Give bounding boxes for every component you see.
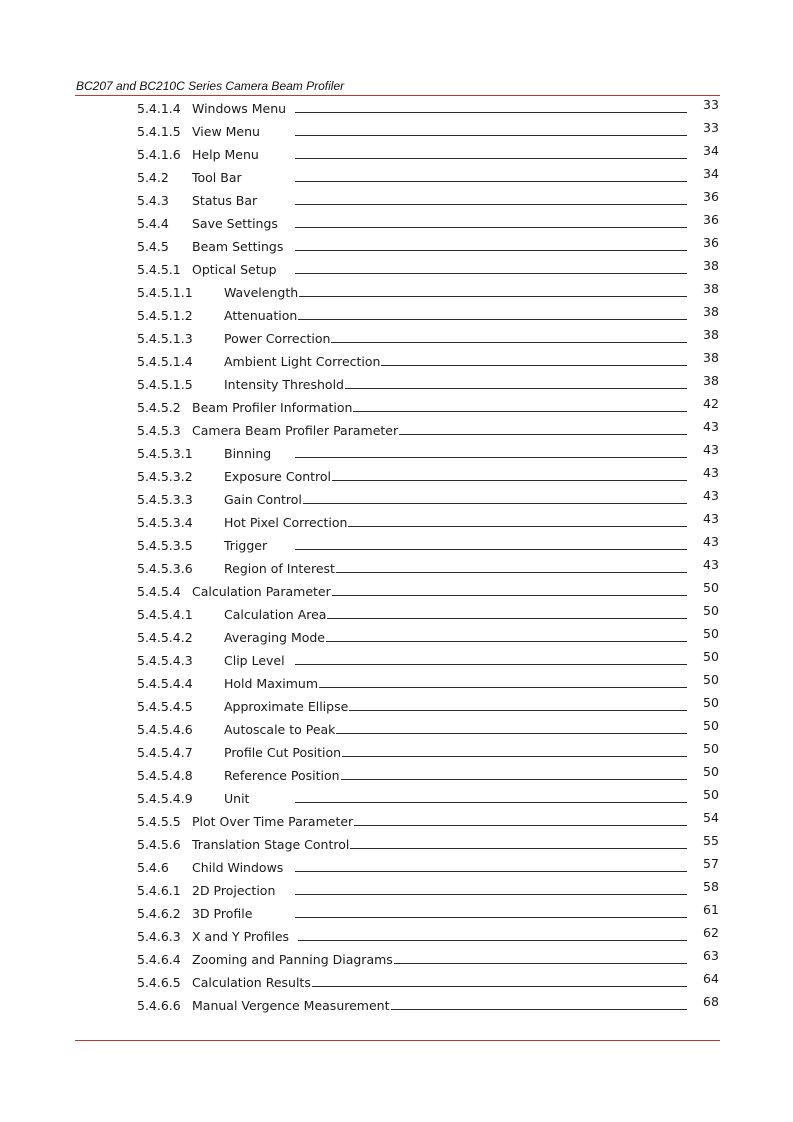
toc-entry[interactable] xyxy=(0,304,793,327)
toc-leader-line xyxy=(312,986,687,987)
toc-entry[interactable] xyxy=(0,396,793,419)
toc-entry-title: Trigger xyxy=(224,534,268,557)
toc-leader-line xyxy=(295,894,687,895)
toc-entry[interactable] xyxy=(0,143,793,166)
toc-entry-page: 38 xyxy=(703,304,719,319)
toc-leader-line xyxy=(399,434,687,435)
toc-leader-line xyxy=(331,342,687,343)
toc-entry-number: 5.4.6.2 xyxy=(137,906,181,921)
toc-entry-title: Optical Setup xyxy=(192,258,278,281)
toc-entry-title: Manual Vergence Measurement xyxy=(192,994,391,1017)
toc-leader-line xyxy=(336,572,687,573)
toc-leader-line xyxy=(295,802,687,803)
toc-leader-line xyxy=(295,135,687,136)
running-header: BC207 and BC210C Series Camera Beam Profiler xyxy=(76,79,345,93)
toc-entry-title: View Menu xyxy=(192,120,261,143)
toc-entry-number: 5.4.5.4 xyxy=(137,584,181,599)
toc-entry-number: 5.4.1.4 xyxy=(137,101,181,116)
toc-entry[interactable] xyxy=(0,833,793,856)
toc-entry-title: Status Bar xyxy=(192,189,258,212)
toc-entry-title: Hold Maximum xyxy=(224,672,319,695)
toc-entry-title: Power Correction xyxy=(224,327,331,350)
toc-entry-title: Calculation Area xyxy=(224,603,327,626)
toc-entry-page: 50 xyxy=(703,649,719,664)
toc-entry-title: Wavelength xyxy=(224,281,299,304)
toc-entry-page: 58 xyxy=(703,879,719,894)
toc-leader-line xyxy=(349,710,687,711)
toc-entry[interactable] xyxy=(0,626,793,649)
toc-entry-page: 57 xyxy=(703,856,719,871)
toc-leader-line xyxy=(354,825,687,826)
toc-entry-number: 5.4.6.4 xyxy=(137,952,181,967)
toc-entry-title: Hot Pixel Correction xyxy=(224,511,348,534)
toc-entry-title: Child Windows xyxy=(192,856,284,879)
toc-leader-line xyxy=(298,319,687,320)
toc-leader-line xyxy=(394,963,687,964)
toc-entry-number: 5.4.5.2 xyxy=(137,400,181,415)
toc-entry[interactable] xyxy=(0,97,793,120)
toc-entry[interactable] xyxy=(0,879,793,902)
toc-entry-page: 43 xyxy=(703,465,719,480)
toc-leader-line xyxy=(332,480,687,481)
toc-leader-line xyxy=(319,687,687,688)
toc-entry-page: 50 xyxy=(703,741,719,756)
toc-entry-number: 5.4.5.3.3 xyxy=(137,492,193,507)
toc-entry-number: 5.4.5.1.2 xyxy=(137,308,193,323)
toc-entry-number: 5.4.1.6 xyxy=(137,147,181,162)
header-divider xyxy=(75,95,720,96)
toc-entry-number: 5.4.5 xyxy=(137,239,169,254)
toc-entry-title: Gain Control xyxy=(224,488,303,511)
toc-entry-page: 33 xyxy=(703,120,719,135)
toc-entry-title: Calculation Parameter xyxy=(192,580,332,603)
toc-entry-page: 63 xyxy=(703,948,719,963)
toc-leader-line xyxy=(303,503,687,504)
toc-entry-page: 33 xyxy=(703,97,719,112)
toc-entry-page: 36 xyxy=(703,212,719,227)
toc-entry-page: 64 xyxy=(703,971,719,986)
toc-entry-number: 5.4.5.4.2 xyxy=(137,630,193,645)
toc-entry-title: Attenuation xyxy=(224,304,298,327)
toc-entry-title: Approximate Ellipse xyxy=(224,695,349,718)
toc-entry-number: 5.4.5.4.8 xyxy=(137,768,193,783)
toc-leader-line xyxy=(295,227,687,228)
toc-entry-page: 38 xyxy=(703,258,719,273)
toc-entry-title: Ambient Light Correction xyxy=(224,350,381,373)
toc-entry-title: Profile Cut Position xyxy=(224,741,342,764)
toc-entry[interactable] xyxy=(0,258,793,281)
toc-entry-number: 5.4.1.5 xyxy=(137,124,181,139)
toc-entry[interactable] xyxy=(0,235,793,258)
toc-entry-title: Translation Stage Control xyxy=(192,833,350,856)
toc-leader-line xyxy=(295,112,687,113)
toc-entry-number: 5.4.5.6 xyxy=(137,837,181,852)
toc-entry[interactable] xyxy=(0,557,793,580)
toc-entry-page: 50 xyxy=(703,626,719,641)
toc-entry-page: 34 xyxy=(703,166,719,181)
toc-entry-number: 5.4.6.5 xyxy=(137,975,181,990)
toc-leader-line xyxy=(353,411,687,412)
toc-leader-line xyxy=(350,848,687,849)
toc-entry-page: 50 xyxy=(703,603,719,618)
toc-entry-number: 5.4.5.4.3 xyxy=(137,653,193,668)
toc-entry-page: 38 xyxy=(703,281,719,296)
toc-leader-line xyxy=(298,940,687,941)
toc-leader-line xyxy=(342,756,687,757)
toc-entry-page: 61 xyxy=(703,902,719,917)
toc-entry[interactable] xyxy=(0,281,793,304)
toc-entry-number: 5.4.5.4.6 xyxy=(137,722,193,737)
toc-entry[interactable] xyxy=(0,373,793,396)
toc-entry-number: 5.4.5.4.4 xyxy=(137,676,193,691)
toc-entry[interactable] xyxy=(0,511,793,534)
toc-entry[interactable] xyxy=(0,534,793,557)
toc-entry-number: 5.4.5.3.6 xyxy=(137,561,193,576)
toc-leader-line xyxy=(299,296,687,297)
toc-entry-page: 55 xyxy=(703,833,719,848)
toc-entry-title: 2D Projection xyxy=(192,879,276,902)
toc-leader-line xyxy=(327,618,687,619)
toc-leader-line xyxy=(295,273,687,274)
toc-entry-page: 50 xyxy=(703,787,719,802)
toc-entry-number: 5.4.5.4.7 xyxy=(137,745,193,760)
toc-leader-line xyxy=(295,158,687,159)
toc-entry[interactable] xyxy=(0,994,793,1017)
toc-entry[interactable] xyxy=(0,120,793,143)
toc-entry[interactable] xyxy=(0,948,793,971)
toc-entry-number: 5.4.5.4.5 xyxy=(137,699,193,714)
toc-entry[interactable] xyxy=(0,672,793,695)
toc-entry-title: Camera Beam Profiler Parameter xyxy=(192,419,399,442)
toc-leader-line xyxy=(348,526,687,527)
toc-leader-line xyxy=(381,365,687,366)
toc-leader-line xyxy=(295,250,687,251)
toc-entry-title: Beam Settings xyxy=(192,235,284,258)
toc-entry-page: 43 xyxy=(703,442,719,457)
toc-entry[interactable] xyxy=(0,695,793,718)
toc-entry-number: 5.4.5.3.4 xyxy=(137,515,193,530)
toc-entry[interactable] xyxy=(0,488,793,511)
toc-leader-line xyxy=(295,871,687,872)
toc-leader-line xyxy=(345,388,687,389)
toc-entry-title: Autoscale to Peak xyxy=(224,718,336,741)
toc-entry[interactable] xyxy=(0,212,793,235)
toc-entry-page: 43 xyxy=(703,511,719,526)
toc-entry[interactable] xyxy=(0,925,793,948)
toc-entry[interactable] xyxy=(0,902,793,925)
toc-entry-title: 3D Profile xyxy=(192,902,253,925)
toc-entry-page: 43 xyxy=(703,488,719,503)
toc-entry-title: Binning xyxy=(224,442,272,465)
toc-entry-page: 43 xyxy=(703,419,719,434)
toc-entry-page: 34 xyxy=(703,143,719,158)
toc-entry[interactable] xyxy=(0,787,793,810)
toc-entry-number: 5.4.6.1 xyxy=(137,883,181,898)
toc-leader-line xyxy=(336,733,687,734)
toc-leader-line xyxy=(332,595,687,596)
toc-entry-title: Plot Over Time Parameter xyxy=(192,810,354,833)
toc-entry-page: 68 xyxy=(703,994,719,1009)
toc-entry[interactable] xyxy=(0,419,793,442)
toc-entry-number: 5.4.5.5 xyxy=(137,814,181,829)
toc-entry-page: 62 xyxy=(703,925,719,940)
toc-entry-number: 5.4.4 xyxy=(137,216,169,231)
toc-entry-title: Calculation Results xyxy=(192,971,312,994)
toc-entry-page: 38 xyxy=(703,373,719,388)
toc-entry[interactable] xyxy=(0,580,793,603)
toc-entry-title: Intensity Threshold xyxy=(224,373,345,396)
toc-entry[interactable] xyxy=(0,166,793,189)
toc-entry-number: 5.4.6.6 xyxy=(137,998,181,1013)
toc-entry-number: 5.4.5.1 xyxy=(137,262,181,277)
toc-entry-page: 36 xyxy=(703,235,719,250)
toc-entry[interactable] xyxy=(0,603,793,626)
toc-entry-title: Beam Profiler Information xyxy=(192,396,353,419)
toc-entry[interactable] xyxy=(0,465,793,488)
footer-divider xyxy=(75,1040,720,1041)
toc-entry-page: 54 xyxy=(703,810,719,825)
toc-entry-number: 5.4.6 xyxy=(137,860,169,875)
toc-entry-number: 5.4.5.1.4 xyxy=(137,354,193,369)
toc-entry-number: 5.4.5.3.5 xyxy=(137,538,193,553)
toc-entry-number: 5.4.5.1.5 xyxy=(137,377,193,392)
toc-entry-title: Save Settings xyxy=(192,212,279,235)
toc-entry[interactable] xyxy=(0,764,793,787)
toc-leader-line xyxy=(295,457,687,458)
toc-entry[interactable] xyxy=(0,327,793,350)
toc-entry[interactable] xyxy=(0,856,793,879)
toc-entry-title: Region of Interest xyxy=(224,557,336,580)
toc-entry[interactable] xyxy=(0,971,793,994)
toc-entry-page: 43 xyxy=(703,534,719,549)
toc-entry-page: 50 xyxy=(703,718,719,733)
toc-entry[interactable] xyxy=(0,189,793,212)
toc-entry-title: Zooming and Panning Diagrams xyxy=(192,948,394,971)
toc-leader-line xyxy=(295,181,687,182)
toc-entry-number: 5.4.5.1.3 xyxy=(137,331,193,346)
toc-entry[interactable] xyxy=(0,810,793,833)
toc-entry-title: Unit xyxy=(224,787,250,810)
toc-leader-line xyxy=(295,549,687,550)
toc-entry-number: 5.4.5.4.9 xyxy=(137,791,193,806)
toc-entry-title: X and Y Profiles xyxy=(192,925,290,948)
toc-leader-line xyxy=(295,204,687,205)
toc-entry-number: 5.4.6.3 xyxy=(137,929,181,944)
toc-entry-page: 43 xyxy=(703,557,719,572)
toc-entry-page: 50 xyxy=(703,580,719,595)
toc-entry-page: 38 xyxy=(703,327,719,342)
toc-entry-number: 5.4.5.1.1 xyxy=(137,285,193,300)
toc-entry-title: Reference Position xyxy=(224,764,341,787)
toc-entry-page: 38 xyxy=(703,350,719,365)
toc-leader-line xyxy=(391,1009,687,1010)
toc-leader-line xyxy=(295,664,687,665)
toc-entry-number: 5.4.5.3 xyxy=(137,423,181,438)
toc-entry-number: 5.4.5.4.1 xyxy=(137,607,193,622)
toc-entry-title: Windows Menu xyxy=(192,97,287,120)
toc-entry-page: 50 xyxy=(703,695,719,710)
toc-entry[interactable] xyxy=(0,718,793,741)
toc-entry-title: Tool Bar xyxy=(192,166,243,189)
toc-entry-number: 5.4.5.3.2 xyxy=(137,469,193,484)
toc-entry-number: 5.4.2 xyxy=(137,170,169,185)
toc-entry-title: Averaging Mode xyxy=(224,626,326,649)
toc-entry-number: 5.4.3 xyxy=(137,193,169,208)
toc-entry[interactable] xyxy=(0,350,793,373)
toc-entry-page: 50 xyxy=(703,672,719,687)
toc-entry-title: Exposure Control xyxy=(224,465,332,488)
toc-entry-title: Clip Level xyxy=(224,649,286,672)
toc-entry-title: Help Menu xyxy=(192,143,260,166)
toc-leader-line xyxy=(326,641,687,642)
table-of-contents xyxy=(0,97,793,1017)
toc-entry[interactable] xyxy=(0,649,793,672)
toc-entry[interactable] xyxy=(0,442,793,465)
toc-entry-page: 36 xyxy=(703,189,719,204)
toc-entry-page: 50 xyxy=(703,764,719,779)
toc-entry-number: 5.4.5.3.1 xyxy=(137,446,193,461)
toc-leader-line xyxy=(341,779,687,780)
toc-leader-line xyxy=(295,917,687,918)
toc-entry[interactable] xyxy=(0,741,793,764)
toc-entry-page: 42 xyxy=(703,396,719,411)
